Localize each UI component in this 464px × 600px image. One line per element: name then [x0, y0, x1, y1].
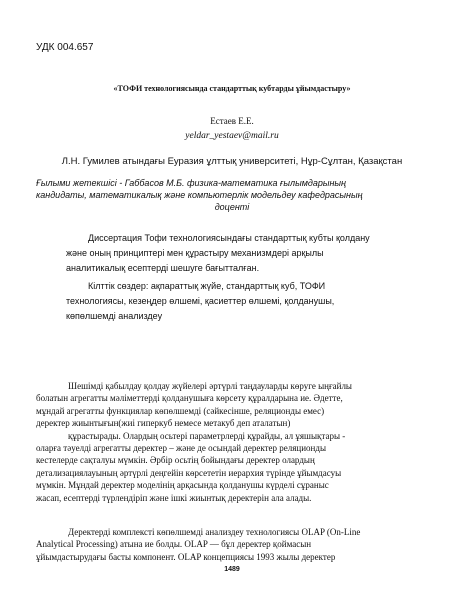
keywords-line: Кілттік сөздер: ақпараттық жүйе, стандарттық куб, ТОФИ	[88, 281, 326, 291]
body-line: оларға тәуелді агрегатты деректер – және де осындай деректер реляционды	[36, 443, 326, 454]
abstract-line: аналитикалық есептерді шешуге бағытталған.	[66, 263, 260, 273]
author-name: Естаев Е.Е.	[210, 116, 254, 126]
body-line: мүмкін. Мұндай деректер моделінің арқасында қолданушы күрделі сұраныс	[36, 480, 329, 491]
body-line: ұйымдастырудағы басты компонент. OLAP концепциясы 1993 жылы деректер	[36, 551, 336, 562]
body-line: Analytical Processing) атына ие болды. OLAP — бұл деректер қоймасын	[36, 539, 312, 550]
supervisor-info	[36, 177, 428, 213]
abstract-line: Диссертация Тофи технологиясындағы стандарттық кубты қолдану	[88, 233, 370, 243]
page-number: 1489	[224, 566, 240, 573]
keywords-line: технологиясы, кезеңдер өлшемі, қасиеттер өлшемі, қолданушы,	[66, 296, 335, 306]
body-line: құрастырады. Олардың осьтері параметрлерді құрайды, ал ұяшықтары -	[68, 430, 346, 441]
body-line: Деректерді комплексті көпөлшемді анализдеу технологиясы OLAP (On-Line	[68, 527, 361, 537]
body-line: мұндай агрегатты функциялар көпөлшемді (сәйкесінше, реляционды емес)	[36, 405, 325, 416]
author-affiliation: Л.Н. Гумилев атындағы Еуразия ұлттық университеті, Нұр-Сұлтан, Қазақстан	[61, 156, 403, 167]
body-line: Шешімді қабылдау қолдау жүйелері әртүрлі таңдауларды көруге ыңғайлы	[68, 381, 352, 391]
udk-code: УДК 004.657	[36, 42, 94, 53]
supervisor-line: доценті	[214, 202, 250, 212]
keywords	[66, 279, 406, 324]
abstract-line: және оның принциптері мен құрастыру механизмдері арқылы	[66, 248, 324, 258]
supervisor-line: Ғылыми жетекшісі - Габбасов М.Б. физика-математика ғылымдарының	[36, 178, 347, 188]
body-line: кестелерде сақталуы мүмкін. Әрбір осьтің бойындағы деректер олардың	[36, 455, 315, 466]
body-line: болатын агрегатты мәліметтерді қолданушыға көрсету құралдарына ие. Әдетте,	[36, 393, 343, 404]
paper-title: «ТОФИ технологиясында стандарттық кубтарды ұйымдастыру»	[113, 84, 351, 93]
body-line: детализациялауының әртүрлі деңгейін көрсететін иерархия түрінде ұйымдасуы	[36, 467, 342, 478]
abstract	[66, 231, 406, 276]
author-email: yeldar_yestaev@mail.ru	[185, 131, 279, 141]
body-line: деректер жиынтығын(жиі гиперкуб немесе метакуб деп аталатын)	[36, 418, 291, 429]
supervisor-line: кандидаты, математикалық және компьютерлік модельдеу кафедрасының	[36, 190, 363, 200]
body-paragraph-1	[36, 380, 428, 504]
body-line: жасап, есептерді түрлендіріп және ішкі жиынтық деректерін ала алады.	[36, 492, 312, 503]
body-paragraph-2	[36, 526, 428, 563]
keywords-line: көпөлшемді анализдеу	[66, 311, 163, 321]
